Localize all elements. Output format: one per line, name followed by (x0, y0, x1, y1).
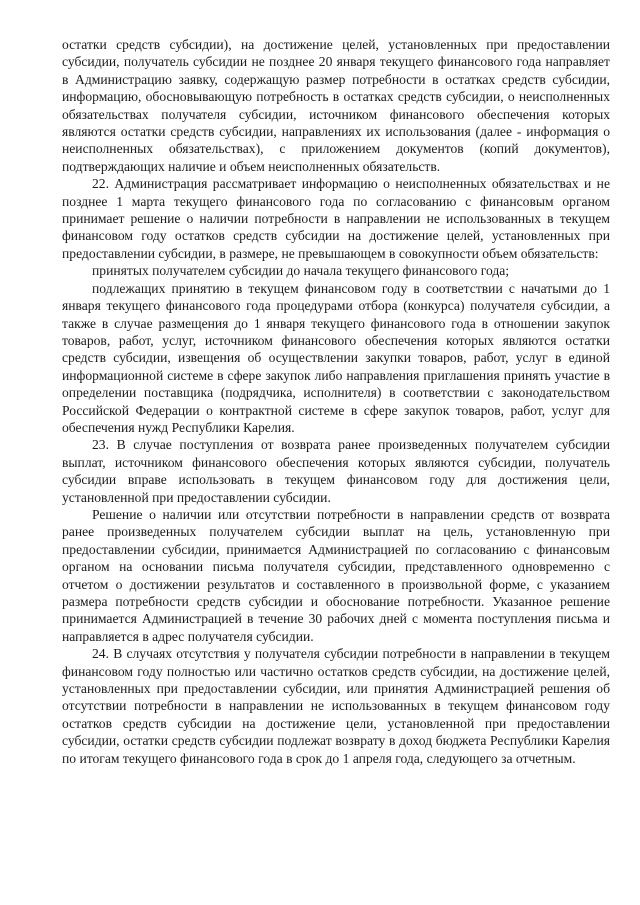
paragraph-obligations-accepted: принятых получателем субсидии до начала текущего финансового года; (92, 263, 510, 279)
paragraph-clause-24: 24. В случаях отсутствия у получателя субсидии потребности в направлении в текущем финансовом году полностью или частично остатков средств субсидии, на достижение целей, установленных при предоставлении субсидии, или принятия Администрацией решения об отсутствии потребности в направлении не использованных в текущем финансовом году остатков средств субсидии на достижение цели, установленной при предоставлении субсидии, остатки средств субсидии подлежат возврату в доход бюджета Республики Карелия по итогам текущего финансового года в срок до 1 апреля года, следующего за отчетным. (62, 646, 610, 766)
paragraph-remainder-intro: остатки средств субсидии), на достижение целей, установленных при предоставлении субсидии, получатель субсидии не позднее 20 января текущего финансового года направляет в Администрацию заявку, содержащую размер потребности в остатках средств субсидии, информацию, обосновывающую потребность в остатках средств субсидии, о неисполненных обязательствах получателя субсидии, источником финансового обеспечения которых являются остатки средств субсидии, направлениях их использования (далее - информация о неисполненных обязательствах), с приложением документов (копий документов), подтверждающих наличие и объем неисполненных обязательств. (62, 37, 610, 174)
paragraph-obligations-pending: подлежащих принятию в текущем финансовом году в соответствии с начатыми до 1 января текущего финансового года процедурами отбора (конкурса) получателя субсидии, а также в случае размещения до 1 января текущего финансового года в отношении закупок товаров, работ, услуг, источником финансового обеспечения которых являются остатки средств субсидии, извещения об осуществлении закупки товаров, работ, услуг в единой информационной системе в сфере закупок либо направления приглашения принять участие в определении поставщика (подрядчика, исполнителя) в соответствии с законодательством Российской Федерации о контрактной системе в сфере закупок товаров, работ, услуг для обеспечения нужд Республики Карелия. (62, 280, 610, 435)
paragraph-decision: Решение о наличии или отсутствии потребности в направлении средств от возврата ранее произведенных получателем субсидии выплат на цель, установленную при предоставлении субсидии, принимается Администрацией по согласованию с финансовым органом на основании письма получателя субсидии, представленного одновременно с отчетом о достижении результатов и составленного в произвольной форме, с указанием размера потребности средств субсидии и обоснование потребности. Указанное решение принимается Администрацией в течение 30 рабочих дней с момента поступления письма и направляется в адрес получателя субсидии. (62, 506, 610, 644)
paragraph-clause-23: 23. В случае поступления от возврата ранее произведенных получателем субсидии выплат, источником финансового обеспечения которых являются субсидии, получатель субсидии вправе использовать в текущем финансовом году для достижения цели, установленной при предоставлении субсидии. (62, 437, 610, 505)
paragraph-clause-22: 22. Администрация рассматривает информацию о неисполненных обязательствах и не позднее 1 марта текущего финансового года по согласованию с финансовым органом принимает решение о наличии потребности в направлении не использованных в текущем финансовом году остатков средств субсидии на достижение целей, установленных при предоставлении субсидии, в размере, не превышающем в совокупности объем обязательств: (62, 176, 610, 261)
